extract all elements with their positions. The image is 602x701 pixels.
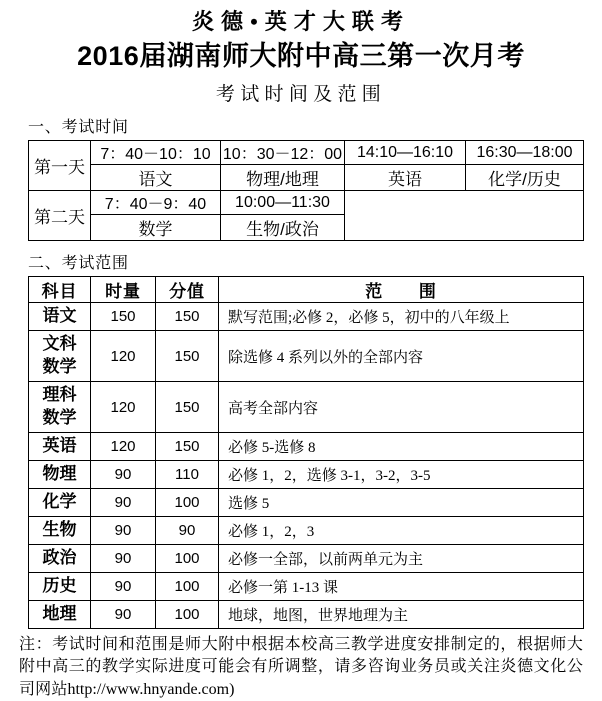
- day2-slot2-time: 10:00—11:30: [221, 191, 345, 215]
- brand-title: 炎德•英才大联考: [191, 9, 411, 34]
- range-text: 必修 1，2，3: [219, 517, 584, 545]
- duration-value: 90: [91, 601, 156, 629]
- exam-time-table: [28, 140, 584, 241]
- section-label-exam-time: 一、考试时间: [28, 119, 129, 137]
- table-row: [29, 382, 584, 433]
- day2-slot2-subject: 生物/政治: [221, 215, 345, 241]
- table-row: [29, 461, 584, 489]
- day2-slot1-time: 7：40－9：40: [91, 191, 221, 215]
- subject-name: 语文: [29, 303, 91, 331]
- day1-slot2-subject: 物理/地理: [221, 165, 345, 191]
- col-header-subject: 科目: [29, 277, 91, 303]
- range-text: 必修一全部，以前两单元为主: [219, 545, 584, 573]
- footer-url: http://www.hnyande.com): [67, 680, 235, 698]
- score-value: 150: [156, 382, 219, 433]
- table-row: [29, 303, 584, 331]
- day1-slot1-subject: 语文: [91, 165, 221, 191]
- day1-slot1-time: 7：40－10：10: [91, 141, 221, 165]
- subject-name: 地理: [29, 601, 91, 629]
- range-text: 除选修 4 系列以外的全部内容: [219, 331, 584, 382]
- table-row: [29, 601, 584, 629]
- table-header-row: [29, 277, 584, 303]
- col-header-range: 范 围: [219, 277, 584, 303]
- score-value: 90: [156, 517, 219, 545]
- subject-name: 理科数学: [29, 382, 91, 433]
- range-text: 选修 5: [219, 489, 584, 517]
- empty-cell: [345, 191, 584, 241]
- duration-value: 150: [91, 303, 156, 331]
- table-row: [29, 191, 584, 215]
- day1-slot3-subject: 英语: [345, 165, 466, 191]
- range-text: 默写范围;必修 2，必修 5，初中的八年级上: [219, 303, 584, 331]
- duration-value: 90: [91, 517, 156, 545]
- range-text: 高考全部内容: [219, 382, 584, 433]
- day1-label: 第一天: [29, 141, 91, 191]
- range-text: 必修一第 1-13 课: [219, 573, 584, 601]
- score-value: 150: [156, 433, 219, 461]
- col-header-score: 分值: [156, 277, 219, 303]
- subject-name: 化学: [29, 489, 91, 517]
- day2-slot1-subject: 数学: [91, 215, 221, 241]
- range-text: 必修 5-选修 8: [219, 433, 584, 461]
- day1-slot2-time: 10：30－12：00: [221, 141, 345, 165]
- table-row: [29, 165, 584, 191]
- score-value: 100: [156, 489, 219, 517]
- table-row: [29, 573, 584, 601]
- range-text: 必修 1，2，选修 3-1，3-2，3-5: [219, 461, 584, 489]
- duration-value: 90: [91, 573, 156, 601]
- footer-note-text: 注：考试时间和范围是师大附中根据本校高三教学进度安排制定的，根据师大附中高三的教学实际进度可能会有所调整，请多咨询业务员或关注炎德文化公司网站: [19, 636, 583, 698]
- table-row: [29, 433, 584, 461]
- col-header-duration: 时量: [91, 277, 156, 303]
- score-value: 100: [156, 573, 219, 601]
- duration-value: 120: [91, 331, 156, 382]
- duration-value: 120: [91, 382, 156, 433]
- duration-value: 90: [91, 545, 156, 573]
- score-value: 100: [156, 601, 219, 629]
- subject-name: 英语: [29, 433, 91, 461]
- table-row: [29, 141, 584, 165]
- score-value: 100: [156, 545, 219, 573]
- section-label-exam-range: 二、考试范围: [28, 255, 129, 273]
- score-value: 110: [156, 461, 219, 489]
- exam-range-table: [28, 276, 584, 629]
- footer-note: [19, 634, 583, 700]
- subject-name: 物理: [29, 461, 91, 489]
- day2-label: 第二天: [29, 191, 91, 241]
- duration-value: 90: [91, 489, 156, 517]
- range-text: 地球，地图，世界地理为主: [219, 601, 584, 629]
- subject-name: 文科数学: [29, 331, 91, 382]
- score-value: 150: [156, 303, 219, 331]
- subject-name: 政治: [29, 545, 91, 573]
- page-title: 2016届湖南师大附中高三第一次月考: [77, 40, 525, 71]
- score-value: 150: [156, 331, 219, 382]
- day1-slot4-time: 16:30—18:00: [466, 141, 584, 165]
- table-row: [29, 331, 584, 382]
- table-row: [29, 545, 584, 573]
- duration-value: 120: [91, 433, 156, 461]
- table-row: [29, 517, 584, 545]
- page-subtitle: 考试时间及范围: [215, 84, 387, 106]
- day1-slot3-time: 14:10—16:10: [345, 141, 466, 165]
- table-row: [29, 489, 584, 517]
- duration-value: 90: [91, 461, 156, 489]
- subject-name: 历史: [29, 573, 91, 601]
- subject-name: 生物: [29, 517, 91, 545]
- day1-slot4-subject: 化学/历史: [466, 165, 584, 191]
